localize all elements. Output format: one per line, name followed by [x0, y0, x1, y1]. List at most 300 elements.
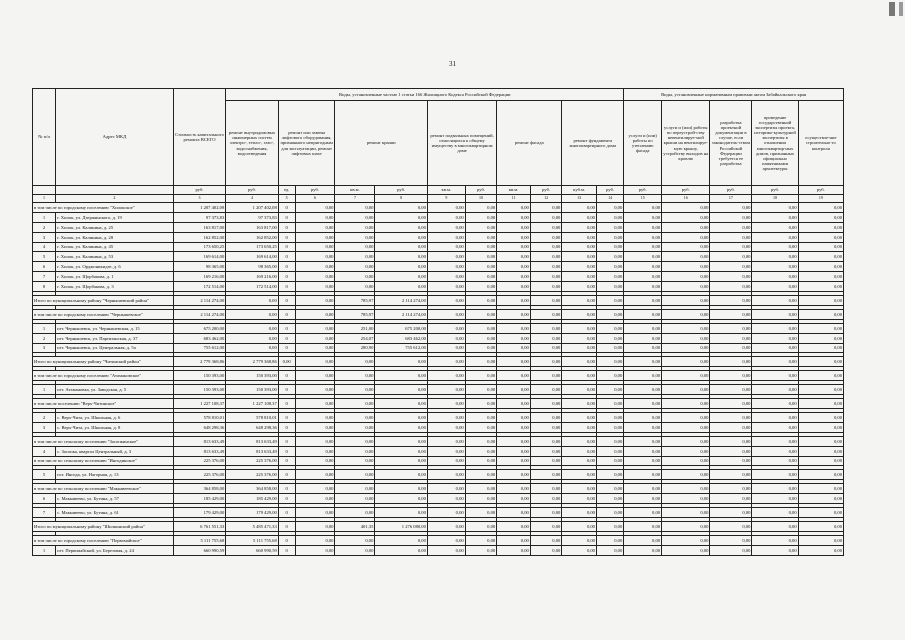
value-cell: 0,00 — [710, 272, 752, 282]
value-cell: 0,00 — [497, 323, 531, 333]
value-cell: 0,00 — [562, 272, 597, 282]
value-cell: 0,00 — [662, 212, 710, 222]
value-cell: 0,00 — [752, 494, 798, 504]
value-cell: 280,90 — [335, 343, 375, 353]
value-cell: 0,00 — [427, 484, 465, 494]
value-cell: 0,00 — [752, 309, 798, 319]
value-cell: 0,00 — [427, 413, 465, 423]
value-cell: 251,00 — [335, 323, 375, 333]
value-cell: 0 — [278, 413, 295, 423]
value-cell: 0 — [278, 508, 295, 518]
value-cell: 2 114 274,00 — [375, 309, 428, 319]
value-cell: 0,00 — [530, 203, 562, 213]
value-cell: 0,00 — [497, 343, 531, 353]
value-cell: 0,00 — [497, 252, 531, 262]
column-number: 5 — [278, 195, 295, 203]
value-cell: 0,00 — [798, 242, 843, 252]
value-cell: 0,00 — [497, 413, 531, 423]
value-cell: 0,00 — [710, 222, 752, 232]
unit-cell: руб. — [295, 186, 335, 195]
address-cell: пгт. Чернышевск, ул. Чернышевская, д. 15 — [56, 323, 174, 333]
value-cell: 0,00 — [562, 323, 597, 333]
value-cell: 0,00 — [427, 508, 465, 518]
scan-mark — [889, 2, 895, 16]
unit-cell: руб. — [662, 186, 710, 195]
table-row — [33, 272, 844, 282]
row-number: 4 — [33, 242, 56, 252]
value-cell: 0,00 — [752, 333, 798, 343]
unit-cell: руб. — [624, 186, 662, 195]
value-cell: 0,00 — [710, 494, 752, 504]
value-cell: 0,00 — [662, 296, 710, 306]
subtotal-row — [33, 309, 844, 319]
value-cell: 97 373,83 — [226, 212, 279, 222]
table-row — [33, 262, 844, 272]
value-cell: 0,00 — [335, 357, 375, 367]
value-cell: 0,00 — [662, 446, 710, 456]
value-cell: 0,00 — [375, 385, 428, 395]
value-cell: 1 207 402,08 — [226, 203, 279, 213]
value-cell: 0,00 — [752, 232, 798, 242]
value-cell: 0,00 — [427, 446, 465, 456]
value-cell: 0,00 — [465, 484, 497, 494]
value-cell: 0,00 — [596, 535, 623, 545]
value-cell: 0,00 — [497, 262, 531, 272]
value-cell: 0,00 — [798, 296, 843, 306]
value-cell: 173 650,25 — [226, 242, 279, 252]
value-cell: 1 227 108,37 — [173, 399, 226, 409]
value-cell: 0,00 — [624, 282, 662, 292]
value-cell: 2 114 274,00 — [375, 296, 428, 306]
table-row — [33, 323, 844, 333]
row-number: 7 — [33, 272, 56, 282]
value-cell: 163 817,00 — [226, 222, 279, 232]
value-cell: 0,00 — [596, 413, 623, 423]
scan-mark — [899, 2, 903, 16]
value-cell: 0,00 — [710, 456, 752, 466]
value-cell: 0,00 — [662, 343, 710, 353]
value-cell: 0,00 — [335, 232, 375, 242]
value-cell: 0,00 — [662, 470, 710, 480]
value-cell: 0,00 — [752, 508, 798, 518]
value-cell: 0,00 — [497, 385, 531, 395]
value-cell: 401,35 — [335, 522, 375, 532]
value-cell: 173 650,25 — [173, 242, 226, 252]
value-cell: 0,00 — [497, 282, 531, 292]
subtotal-label: в том числе по городскому поселению "Атамановское" — [33, 371, 174, 381]
value-cell: 225 376,00 — [226, 456, 279, 466]
value-cell: 0,00 — [226, 296, 279, 306]
value-cell: 0,00 — [662, 252, 710, 262]
value-cell: 0,00 — [295, 422, 335, 432]
value-cell: 0 — [278, 242, 295, 252]
value-cell: 0,00 — [752, 535, 798, 545]
unit-cell: руб. — [710, 186, 752, 195]
value-cell: 0,00 — [295, 470, 335, 480]
address-cell: г. Хилок, ул. Дзержинского, д. 19 — [56, 212, 174, 222]
value-cell: 0,00 — [295, 494, 335, 504]
value-cell: 0,00 — [295, 309, 335, 319]
address-cell: г. Хилок, ул. Калинина, д. 45 — [56, 242, 174, 252]
subtotal-row — [33, 484, 844, 494]
value-cell: 0,00 — [710, 323, 752, 333]
value-cell: 0,00 — [752, 222, 798, 232]
value-cell: 0,00 — [624, 242, 662, 252]
header-facade: ремонт фасада — [497, 101, 562, 186]
value-cell: 150 393,00 — [226, 371, 279, 381]
value-cell: 0,00 — [530, 212, 562, 222]
value-cell: 0,00 — [710, 262, 752, 272]
value-cell: 0,00 — [497, 232, 531, 242]
value-cell: 0,00 — [375, 357, 428, 367]
value-cell: 0,00 — [465, 494, 497, 504]
value-cell: 0,00 — [752, 371, 798, 381]
value-cell: 0,00 — [624, 252, 662, 262]
value-cell: 0,00 — [530, 413, 562, 423]
column-number: 9 — [427, 195, 465, 203]
value-cell: 0,00 — [427, 309, 465, 319]
value-cell: 0,00 — [624, 494, 662, 504]
value-cell: 0,00 — [427, 272, 465, 282]
value-cell: 0,00 — [798, 436, 843, 446]
value-cell: 0,00 — [427, 357, 465, 367]
value-cell: 0,00 — [752, 262, 798, 272]
value-cell: 0,00 — [562, 535, 597, 545]
value-cell: 0,00 — [497, 272, 531, 282]
value-cell: 0,00 — [465, 508, 497, 518]
value-cell: 0,00 — [465, 272, 497, 282]
unit-cell: руб. — [798, 186, 843, 195]
value-cell: 0,00 — [295, 446, 335, 456]
value-cell: 0,00 — [465, 242, 497, 252]
value-cell: 0,00 — [798, 252, 843, 262]
value-cell: 0,00 — [798, 232, 843, 242]
unit-cell: руб. — [530, 186, 562, 195]
header-total-cost: Стоимость капитального ремонта ВСЕГО — [173, 89, 226, 186]
value-cell: 0,00 — [752, 436, 798, 446]
value-cell: 0,00 — [497, 494, 531, 504]
value-cell: 0,00 — [596, 272, 623, 282]
value-cell: 2 114 274,00 — [173, 296, 226, 306]
value-cell: 0,00 — [624, 545, 662, 555]
value-cell: 0 — [278, 272, 295, 282]
value-cell: 0,00 — [226, 333, 279, 343]
value-cell: 0,00 — [295, 522, 335, 532]
value-cell: 0,00 — [335, 413, 375, 423]
value-cell: 0,00 — [335, 446, 375, 456]
value-cell: 0,00 — [375, 203, 428, 213]
value-cell: 0,00 — [662, 323, 710, 333]
table-row — [33, 446, 844, 456]
value-cell: 0,00 — [530, 262, 562, 272]
value-cell: 0,00 — [427, 203, 465, 213]
value-cell: 0,00 — [662, 203, 710, 213]
row-number: 5 — [33, 252, 56, 262]
value-cell: 0,00 — [335, 494, 375, 504]
value-cell: 0,00 — [530, 323, 562, 333]
subtotal-label: Итого по муниципальному району "Шилкинский район" — [33, 522, 174, 532]
header-engineering: ремонт внутридомовых инженерных систем электро-, тепло-, газо-, водоснабжения, водоотведения — [226, 101, 279, 186]
value-cell: 0,00 — [624, 456, 662, 466]
value-cell: 0,00 — [710, 333, 752, 343]
value-cell: 0,00 — [624, 399, 662, 409]
value-cell: 0,00 — [497, 545, 531, 555]
value-cell: 0,00 — [530, 252, 562, 262]
value-cell: 0,00 — [295, 222, 335, 232]
address-cell: пгт. Атамановка, ул. Заводская, д. 5 — [56, 385, 174, 395]
value-cell: 0,00 — [624, 385, 662, 395]
value-cell: 0,00 — [530, 522, 562, 532]
column-number: 19 — [798, 195, 843, 203]
value-cell: 97 373,83 — [173, 212, 226, 222]
value-cell: 0,00 — [624, 484, 662, 494]
value-cell: 0,00 — [562, 309, 597, 319]
value-cell: 254,07 — [335, 333, 375, 343]
value-cell: 0,00 — [375, 484, 428, 494]
value-cell: 0,00 — [798, 456, 843, 466]
value-cell: 0,00 — [497, 535, 531, 545]
value-cell: 0 — [278, 371, 295, 381]
value-cell: 0,00 — [662, 422, 710, 432]
value-cell: 0,00 — [596, 212, 623, 222]
value-cell: 660 990,59 — [226, 545, 279, 555]
value-cell: 0 — [278, 333, 295, 343]
value-cell: 0,00 — [427, 535, 465, 545]
value-cell: 185 429,00 — [173, 494, 226, 504]
value-cell: 0,00 — [798, 272, 843, 282]
value-cell: 0,00 — [375, 508, 428, 518]
value-cell: 0,00 — [596, 333, 623, 343]
value-cell: 0,00 — [375, 456, 428, 466]
value-cell: 0,00 — [427, 494, 465, 504]
value-cell: 0 — [278, 203, 295, 213]
value-cell: 0,00 — [752, 446, 798, 456]
value-cell: 0,00 — [798, 282, 843, 292]
value-cell: 0,00 — [465, 333, 497, 343]
value-cell: 0,00 — [624, 232, 662, 242]
value-cell: 0,00 — [710, 470, 752, 480]
value-cell: 0,00 — [798, 413, 843, 423]
value-cell: 0,00 — [624, 357, 662, 367]
value-cell: 0,00 — [427, 252, 465, 262]
value-cell: 0,00 — [530, 282, 562, 292]
unit-cell: кв.м. — [497, 186, 531, 195]
value-cell: 163 817,00 — [173, 222, 226, 232]
value-cell: 0,00 — [530, 456, 562, 466]
column-number: 4 — [226, 195, 279, 203]
header-group-federal: Виды, установленные частью 1 статьи 166 Жилищного Кодекса Российской Федерации — [226, 89, 624, 101]
value-cell: 0,00 — [427, 232, 465, 242]
value-cell: 675 200,00 — [173, 323, 226, 333]
value-cell: 0,00 — [497, 470, 531, 480]
value-cell: 0,00 — [375, 413, 428, 423]
value-cell: 0,00 — [562, 522, 597, 532]
value-cell: 0 — [278, 456, 295, 466]
header-address: Адрес МКД — [56, 89, 174, 186]
value-cell: 0,00 — [375, 494, 428, 504]
value-cell: 0,00 — [752, 242, 798, 252]
subtotal-label: в том числе по сельскому поселению "Засопкинское" — [33, 436, 174, 446]
value-cell: 0,00 — [752, 252, 798, 262]
value-cell: 0,00 — [752, 545, 798, 555]
column-number: 12 — [530, 195, 562, 203]
value-cell: 0,00 — [596, 262, 623, 272]
unit-cell: куб.м. — [562, 186, 597, 195]
value-cell: 0,00 — [335, 484, 375, 494]
address-cell: с. Верх-Чита, ул. Школьная, д. 8 — [56, 422, 174, 432]
subtotal-label: в том числе по городскому поселению "Первомайское" — [33, 535, 174, 545]
value-cell: 150 393,00 — [173, 371, 226, 381]
value-cell: 0,00 — [752, 272, 798, 282]
value-cell: 0 — [278, 422, 295, 432]
value-cell: 0,00 — [335, 436, 375, 446]
address-cell: г. Хилок, ул. Щорбакова, д. 3 — [56, 282, 174, 292]
row-number: 3 — [33, 232, 56, 242]
column-number: 2 — [56, 195, 174, 203]
value-cell: 0,00 — [530, 222, 562, 232]
value-cell: 0,00 — [798, 494, 843, 504]
value-cell: 0,00 — [530, 470, 562, 480]
value-cell: 0,00 — [798, 333, 843, 343]
value-cell: 0,00 — [562, 343, 597, 353]
value-cell: 0,00 — [335, 371, 375, 381]
value-cell: 0,00 — [375, 470, 428, 480]
value-cell: 0,00 — [596, 385, 623, 395]
value-cell: 0,00 — [562, 399, 597, 409]
value-cell: 0,00 — [497, 508, 531, 518]
value-cell: 225 376,00 — [173, 456, 226, 466]
header-flat-roof: услуги и (или) работы по переустрой-ству невентилируе-мой крыши на вентилируе-мую крышу, устройству выходов на кровлю — [662, 101, 710, 186]
address-cell: пст. Ингода, ул. Нагорная, д. 13 — [56, 470, 174, 480]
value-cell: 0,00 — [497, 422, 531, 432]
value-cell: 0 — [278, 436, 295, 446]
value-cell: 683 462,00 — [375, 333, 428, 343]
value-cell: 0,00 — [752, 343, 798, 353]
value-cell: 0,00 — [465, 413, 497, 423]
value-cell: 0,00 — [710, 535, 752, 545]
value-cell: 0,00 — [465, 232, 497, 242]
value-cell: 0,00 — [752, 422, 798, 432]
value-cell: 0,00 — [530, 242, 562, 252]
value-cell: 0,00 — [596, 323, 623, 333]
value-cell: 0,00 — [710, 371, 752, 381]
value-cell: 0,00 — [596, 484, 623, 494]
value-cell: 0,00 — [295, 413, 335, 423]
value-cell: 0,00 — [530, 436, 562, 446]
value-cell: 755 612,00 — [173, 343, 226, 353]
value-cell: 0,00 — [530, 343, 562, 353]
value-cell: 0,00 — [530, 508, 562, 518]
value-cell: 179 429,00 — [173, 508, 226, 518]
value-cell: 0,00 — [465, 436, 497, 446]
value-cell: 0 — [278, 522, 295, 532]
value-cell: 0,00 — [596, 456, 623, 466]
value-cell: 0,00 — [562, 252, 597, 262]
value-cell: 0,00 — [427, 282, 465, 292]
table-row — [33, 343, 844, 353]
value-cell: 0,00 — [710, 252, 752, 262]
value-cell: 169 216,00 — [226, 272, 279, 282]
value-cell: 0,00 — [375, 222, 428, 232]
value-cell: 0 — [278, 309, 295, 319]
value-cell: 0,00 — [624, 272, 662, 282]
value-cell: 0 — [278, 252, 295, 262]
value-cell: 0,00 — [596, 252, 623, 262]
row-number: 2 — [33, 413, 56, 423]
value-cell: 172 514,00 — [173, 282, 226, 292]
value-cell: 2 779 368,86 — [173, 357, 226, 367]
value-cell: 0,00 — [295, 282, 335, 292]
value-cell: 0,00 — [662, 371, 710, 381]
value-cell: 0,00 — [596, 545, 623, 555]
subtotal-row — [33, 357, 844, 367]
subtotal-label: в том числе по сельскому поселению "Маккавеевское" — [33, 484, 174, 494]
value-cell: 0,00 — [295, 357, 335, 367]
table-row — [33, 385, 844, 395]
value-cell: 0,00 — [624, 203, 662, 213]
value-cell: 0,00 — [497, 212, 531, 222]
subtotal-label: Итого по муниципальному району "Чернышевский район" — [33, 296, 174, 306]
value-cell: 0,00 — [624, 222, 662, 232]
value-cell: 0,00 — [295, 262, 335, 272]
value-cell: 0,00 — [465, 296, 497, 306]
value-cell: 0,00 — [427, 343, 465, 353]
value-cell: 0,00 — [710, 484, 752, 494]
value-cell: 169 614,00 — [173, 252, 226, 262]
value-cell: 0,00 — [662, 222, 710, 232]
table-row — [33, 508, 844, 518]
value-cell: 0,00 — [427, 222, 465, 232]
value-cell: 0,00 — [375, 282, 428, 292]
value-cell: 0,00 — [624, 422, 662, 432]
value-cell: 0 — [278, 385, 295, 395]
value-cell: 0,00 — [427, 323, 465, 333]
subtotal-row — [33, 436, 844, 446]
value-cell: 0,00 — [465, 535, 497, 545]
value-cell: 0,00 — [596, 222, 623, 232]
value-cell: 98 365,00 — [173, 262, 226, 272]
subtotal-row — [33, 522, 844, 532]
value-cell: 0,00 — [278, 357, 295, 367]
address-cell: пгт. Чернышевск, ул. Партизанская, д. 37 — [56, 333, 174, 343]
value-cell: 0,00 — [427, 422, 465, 432]
address-cell: г. Хилок, ул. Щорбакова, д. 1 — [56, 272, 174, 282]
unit-cell: руб. — [375, 186, 428, 195]
value-cell: 0,00 — [226, 309, 279, 319]
value-cell: 0,00 — [497, 371, 531, 381]
value-cell: 0,00 — [375, 252, 428, 262]
value-cell: 0,00 — [530, 371, 562, 381]
value-cell: 0,00 — [710, 242, 752, 252]
subtotal-label: в том числе поселению "Верх-Читинское" — [33, 399, 174, 409]
column-number: 1 — [33, 195, 56, 203]
value-cell: 0,00 — [562, 446, 597, 456]
value-cell: 0,00 — [710, 203, 752, 213]
value-cell: 0,00 — [375, 422, 428, 432]
value-cell: 0,00 — [798, 399, 843, 409]
value-cell: 0,00 — [562, 203, 597, 213]
address-cell: г. Хилок, ул. Калинина, д. 53 — [56, 252, 174, 262]
value-cell: 0,00 — [295, 333, 335, 343]
value-cell: 0,00 — [662, 436, 710, 446]
row-number: 6 — [33, 494, 56, 504]
value-cell: 0 — [278, 296, 295, 306]
value-cell: 0,00 — [295, 232, 335, 242]
value-cell: 225 376,00 — [173, 470, 226, 480]
value-cell: 0,00 — [497, 456, 531, 466]
value-cell: 0,00 — [562, 333, 597, 343]
value-cell: 0,00 — [562, 436, 597, 446]
